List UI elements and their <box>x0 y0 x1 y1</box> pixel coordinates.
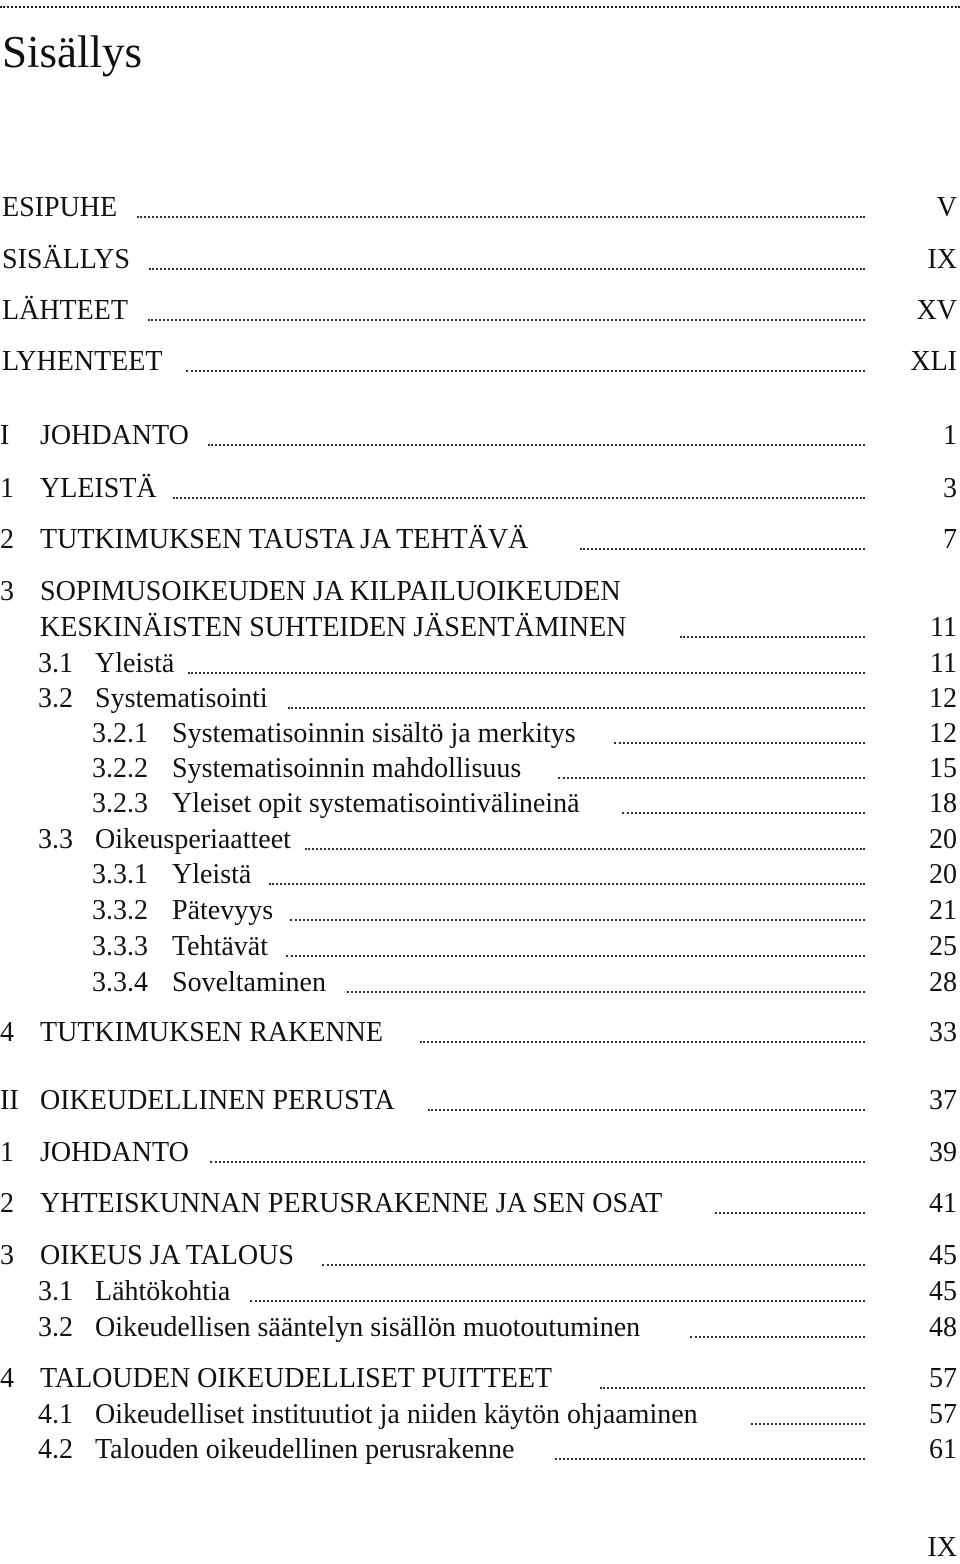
section-title: ESIPUHE <box>2 192 118 223</box>
page-reference: 21 <box>929 895 957 926</box>
dot-leader <box>305 848 865 850</box>
section-number: 4 <box>0 1017 14 1048</box>
toc-entry <box>0 190 960 226</box>
dot-leader <box>347 991 865 993</box>
page-reference: XLI <box>910 346 957 377</box>
dot-leader <box>290 919 865 921</box>
section-title: KESKINÄISTEN SUHTEIDEN JÄSENTÄMINEN <box>40 612 627 643</box>
dot-leader <box>580 548 865 550</box>
dot-leader <box>137 216 865 218</box>
toc-entry <box>0 929 960 965</box>
toc-entry <box>0 1274 960 1310</box>
section-title: SOPIMUSOIKEUDEN JA KILPAILUOIKEUDEN <box>40 576 621 607</box>
page-reference: 37 <box>929 1085 957 1116</box>
dot-leader <box>558 777 865 779</box>
dot-leader <box>614 742 865 744</box>
page-reference: 45 <box>929 1276 957 1307</box>
section-title: LYHENTEET <box>2 346 163 377</box>
dot-leader <box>751 1423 865 1425</box>
page-reference: 20 <box>929 824 957 855</box>
toc-entry <box>0 1361 960 1397</box>
toc-entry <box>0 1432 960 1468</box>
dot-leader <box>428 1109 865 1111</box>
page-reference: 12 <box>929 683 957 714</box>
page-reference: 11 <box>930 648 957 679</box>
toc-entry <box>0 1310 960 1346</box>
section-number: 3 <box>0 576 14 607</box>
section-title: Oikeudellisen sääntelyn sisällön muotoutuminen <box>95 1312 641 1343</box>
section-title: Tehtävät <box>172 931 268 962</box>
toc-entry <box>0 418 960 454</box>
section-number: 3.2.2 <box>92 753 148 784</box>
page-reference: 12 <box>929 718 957 749</box>
section-title: Soveltaminen <box>172 967 326 998</box>
toc-entry <box>0 751 960 787</box>
toc-entry <box>0 1083 960 1119</box>
section-number: 3.2.1 <box>92 718 148 749</box>
section-number: 4.1 <box>38 1399 73 1430</box>
dot-leader <box>600 1387 865 1389</box>
dot-leader <box>210 1161 865 1163</box>
section-number: 3.2 <box>38 683 73 714</box>
section-number: 4 <box>0 1363 14 1394</box>
section-title: Talouden oikeudellinen perusrakenne <box>95 1434 515 1465</box>
section-title: JOHDANTO <box>40 1137 189 1168</box>
toc-entry <box>0 522 960 558</box>
toc-entry <box>0 786 960 822</box>
section-number: 3.2.3 <box>92 788 148 819</box>
toc-entry <box>0 1135 960 1171</box>
section-number: 3.3.2 <box>92 895 148 926</box>
section-number: 3.2 <box>38 1312 73 1343</box>
section-title: OIKEUS JA TALOUS <box>40 1240 294 1271</box>
page-reference: 15 <box>929 753 957 784</box>
toc-entry <box>0 344 960 380</box>
dot-leader <box>173 497 865 499</box>
section-title: Pätevyys <box>172 895 274 926</box>
page-reference: 33 <box>929 1017 957 1048</box>
section-number: 3.3.3 <box>92 931 148 962</box>
toc-entry <box>0 1015 960 1051</box>
dot-leader <box>188 672 865 674</box>
toc-entry <box>0 242 960 278</box>
dot-leader <box>622 812 865 814</box>
section-title: Systematisoinnin mahdollisuus <box>172 753 522 784</box>
toc-entry <box>0 681 960 717</box>
toc-entry <box>0 293 960 329</box>
section-number: 3.3 <box>38 824 73 855</box>
page-reference: 28 <box>929 967 957 998</box>
page-reference: 3 <box>943 473 957 504</box>
page-reference: IX <box>927 244 957 275</box>
page-number: IX <box>927 1532 957 1563</box>
toc-entry <box>0 574 960 610</box>
section-number: 4.2 <box>38 1434 73 1465</box>
toc-entry <box>0 1238 960 1274</box>
dot-leader <box>680 636 865 638</box>
page-reference: XV <box>916 295 957 326</box>
section-number: 2 <box>0 524 14 555</box>
dot-leader <box>322 1264 865 1266</box>
section-title: YLEISTÄ <box>40 473 157 504</box>
page-reference: 57 <box>929 1363 957 1394</box>
section-title: YHTEISKUNNAN PERUSRAKENNE JA SEN OSAT <box>40 1188 663 1219</box>
section-number: 3.3.4 <box>92 967 148 998</box>
page-title: Sisällys <box>2 27 143 77</box>
section-title: Oikeusperiaatteet <box>95 824 291 855</box>
section-title: Yleistä <box>95 648 175 679</box>
dot-leader <box>186 370 865 372</box>
section-title: LÄHTEET <box>2 295 128 326</box>
toc-entry <box>0 646 960 682</box>
section-title: Systematisointi <box>95 683 268 714</box>
section-title: TUTKIMUKSEN TAUSTA JA TEHTÄVÄ <box>40 524 529 555</box>
dot-leader <box>690 1336 865 1338</box>
section-number: 3.1 <box>38 1276 73 1307</box>
section-title: Systematisoinnin sisältö ja merkitys <box>172 718 576 749</box>
section-title: JOHDANTO <box>40 420 189 451</box>
dot-leader <box>715 1212 865 1214</box>
dot-leader <box>149 268 865 270</box>
toc-entry <box>0 822 960 858</box>
dot-leader <box>208 444 865 446</box>
page-reference: 25 <box>929 931 957 962</box>
dot-leader <box>148 319 865 321</box>
section-title: SISÄLLYS <box>2 244 130 275</box>
section-number: I <box>0 420 10 451</box>
toc-entry <box>0 965 960 1001</box>
page-reference: 45 <box>929 1240 957 1271</box>
section-title: OIKEUDELLINEN PERUSTA <box>40 1085 395 1116</box>
section-number: 1 <box>0 1137 14 1168</box>
page-reference: 20 <box>929 859 957 890</box>
section-title: Lähtökohtia <box>95 1276 231 1307</box>
dot-leader <box>250 1300 865 1302</box>
dot-leader <box>269 883 865 885</box>
page-reference: 57 <box>929 1399 957 1430</box>
dot-leader <box>555 1458 865 1460</box>
page-reference: 39 <box>929 1137 957 1168</box>
section-title: Yleistä <box>172 859 252 890</box>
page-reference: V <box>936 192 957 223</box>
section-title: Oikeudelliset instituutiot ja niiden käytön ohjaaminen <box>95 1399 698 1430</box>
section-title: TUTKIMUKSEN RAKENNE <box>40 1017 383 1048</box>
toc-entry <box>0 1186 960 1222</box>
page-reference: 18 <box>929 788 957 819</box>
toc-entry <box>0 893 960 929</box>
toc-entry <box>0 1397 960 1433</box>
dot-leader <box>288 707 865 709</box>
page-reference: 1 <box>943 420 957 451</box>
section-number: 3.3.1 <box>92 859 148 890</box>
toc-entry <box>0 610 960 646</box>
page-reference: 11 <box>930 612 957 643</box>
dot-leader <box>286 955 865 957</box>
toc-entry <box>0 716 960 752</box>
section-number: 1 <box>0 473 14 504</box>
page-reference: 48 <box>929 1312 957 1343</box>
section-number: 3 <box>0 1240 14 1271</box>
page-reference: 41 <box>929 1188 957 1219</box>
page-reference: 61 <box>929 1434 957 1465</box>
section-title: TALOUDEN OIKEUDELLISET PUITTEET <box>40 1363 553 1394</box>
section-title: Yleiset opit systematisointivälineinä <box>172 788 580 819</box>
dot-leader <box>420 1041 865 1043</box>
page-reference: 7 <box>943 524 957 555</box>
toc-entry <box>0 857 960 893</box>
toc-entry <box>0 471 960 507</box>
section-number: II <box>0 1085 19 1116</box>
section-number: 3.1 <box>38 648 73 679</box>
section-number: 2 <box>0 1188 14 1219</box>
